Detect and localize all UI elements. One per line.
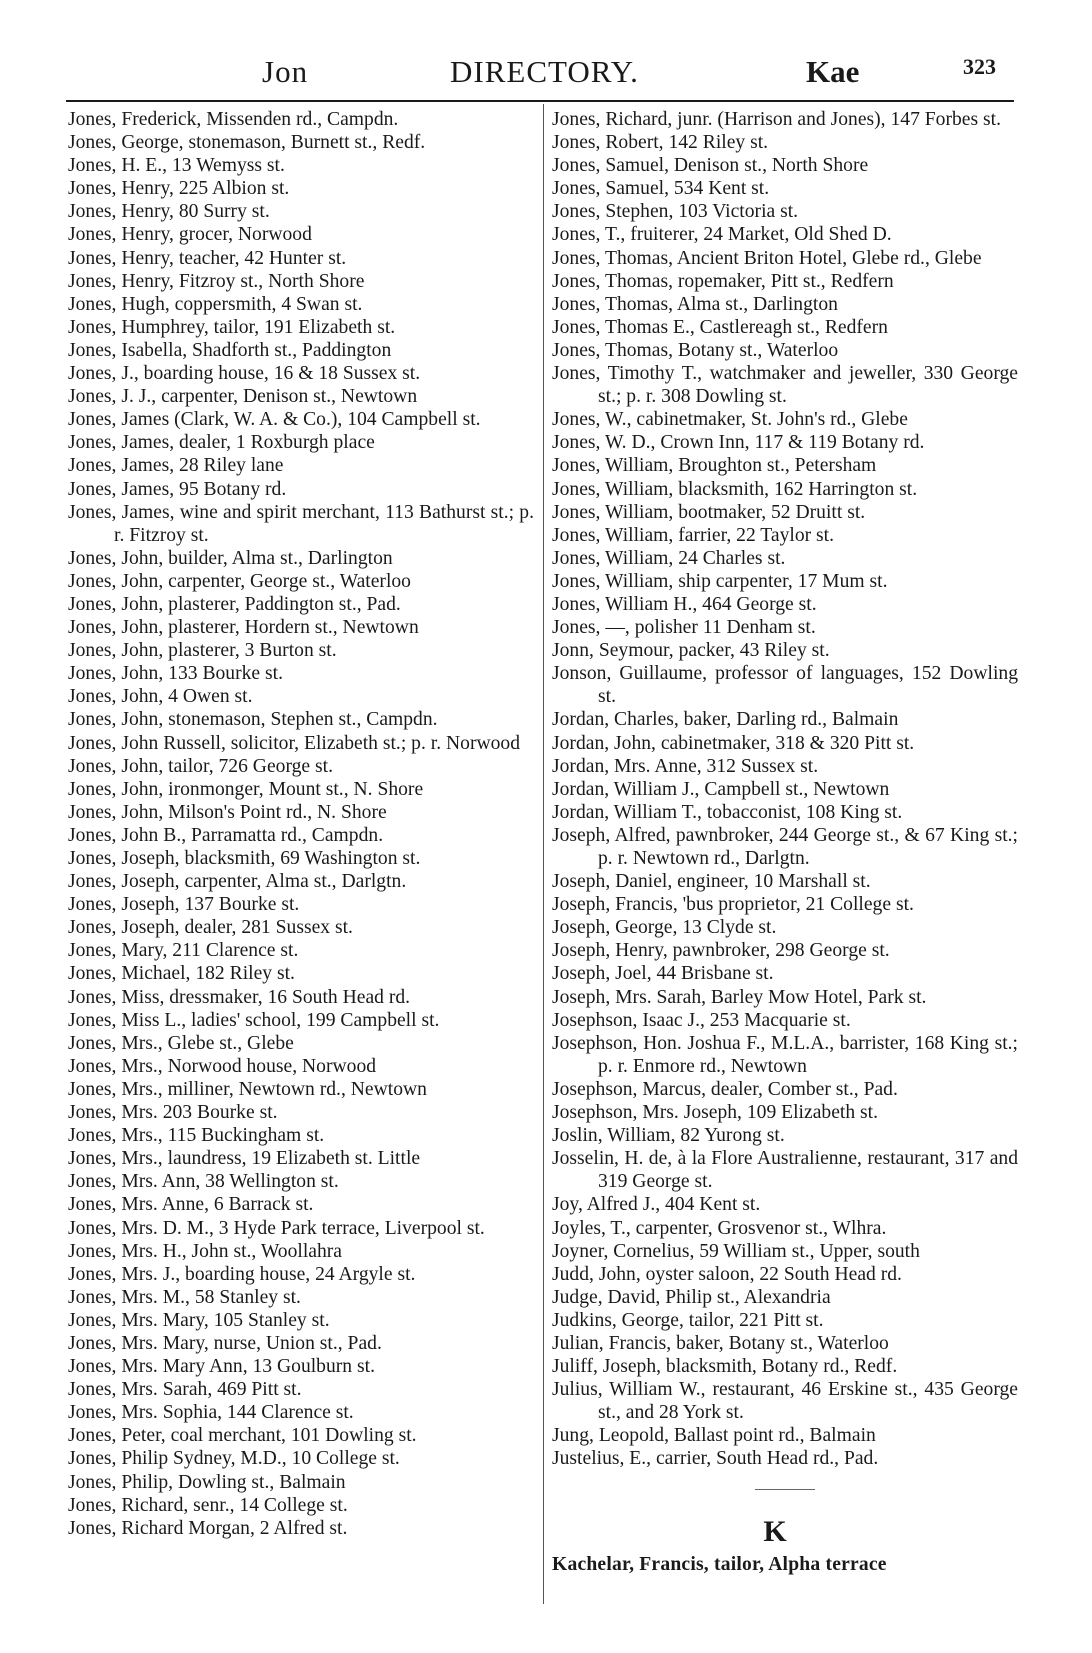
directory-entry: Jones, James, wine and spirit merchant, 113 Bathurst st.; p. r. Fitzroy st.	[68, 501, 534, 546]
directory-entry: Jonn, Seymour, packer, 43 Riley st.	[552, 640, 830, 662]
directory-entry: Jones, Mrs. 203 Bourke st.	[68, 1102, 278, 1124]
directory-entry: Joseph, Alfred, pawnbroker, 244 George st., & 67 King st.; p. r. Newtown rd., Darlgtn.	[552, 824, 1018, 869]
section-rule	[755, 1489, 815, 1490]
directory-entry: Jones, James, 95 Botany rd.	[68, 478, 287, 500]
directory-entry: Jones, Thomas, Ancient Briton Hotel, Glebe rd., Glebe	[552, 247, 982, 269]
directory-entry: Jones, Thomas, ropemaker, Pitt st., Redfern	[552, 270, 894, 292]
k-section-entries	[552, 1553, 1018, 1576]
directory-entry: Jones, John, plasterer, Hordern st., Newtown	[68, 617, 419, 639]
directory-entry: Jones, John, 133 Bourke st.	[68, 663, 283, 685]
page-header	[60, 50, 1020, 100]
directory-entry: Jones, Mrs., Norwood house, Norwood	[68, 1055, 377, 1077]
directory-entry: Jones, William H., 464 George st.	[552, 593, 817, 615]
directory-entry: Jordan, John, cabinetmaker, 318 & 320 Pitt st.	[552, 732, 915, 754]
directory-entry: Jordan, Charles, baker, Darling rd., Balmain	[552, 709, 899, 731]
directory-entry: Julius, William W., restaurant, 46 Erskine st., 435 George st., and 28 York st.	[552, 1379, 1018, 1424]
directory-entry: Jones, Mrs., 115 Buckingham st.	[68, 1125, 325, 1147]
directory-entry: Jones, John, ironmonger, Mount st., N. Shore	[68, 778, 424, 800]
directory-entry: Jones, Humphrey, tailor, 191 Elizabeth st.	[68, 316, 396, 338]
directory-entry: Josselin, H. de, à la Flore Australienne, restaurant, 317 and 319 George st.	[552, 1148, 1018, 1193]
directory-entry: Judd, John, oyster saloon, 22 South Head rd.	[552, 1263, 902, 1285]
directory-entry: Jones, Mrs. Mary, 105 Stanley st.	[68, 1309, 330, 1331]
directory-entry: Jones, John, stonemason, Stephen st., Campdn.	[68, 709, 438, 731]
directory-entry: Jones, Mrs. J., boarding house, 24 Argyle st.	[68, 1263, 416, 1285]
directory-entry: Jones, Henry, teacher, 42 Hunter st.	[68, 247, 347, 269]
directory-entry: Jones, W., cabinetmaker, St. John's rd., Glebe	[552, 409, 908, 431]
directory-entry: Jones, Mrs. D. M., 3 Hyde Park terrace, Liverpool st.	[68, 1217, 485, 1239]
directory-entry: Jones, James (Clark, W. A. & Co.), 104 Campbell st.	[68, 409, 481, 431]
directory-entry: Jones, Mrs. Sarah, 469 Pitt st.	[68, 1379, 302, 1401]
directory-entry: Jones, John, plasterer, Paddington st., Pad.	[68, 593, 401, 615]
directory-entry: Jones, William, 24 Charles st.	[552, 547, 786, 569]
directory-entry: Jones, Thomas E., Castlereagh st., Redfern	[552, 316, 888, 338]
directory-entry: Jones, Peter, coal merchant, 101 Dowling st.	[68, 1425, 417, 1447]
directory-entry: Juliff, Joseph, blacksmith, Botany rd., Redf.	[552, 1356, 898, 1378]
directory-entry: Jones, John, plasterer, 3 Burton st.	[68, 640, 337, 662]
header-right-guide: Kae	[806, 54, 860, 89]
directory-entry: Jones, Miss L., ladies' school, 199 Campbell st.	[68, 1009, 440, 1031]
directory-entry: Jones, Samuel, Denison st., North Shore	[552, 155, 869, 177]
directory-entry: Jones, Hugh, coppersmith, 4 Swan st.	[68, 293, 363, 315]
directory-entry: Jones, Mrs., Glebe st., Glebe	[68, 1032, 294, 1054]
directory-entry: Jones, Joseph, blacksmith, 69 Washington st.	[68, 848, 421, 869]
directory-entry: Jones, John, tailor, 726 George st.	[68, 755, 333, 777]
directory-entry: Joseph, Joel, 44 Brisbane st.	[552, 963, 774, 985]
section-letter: K	[763, 1514, 787, 1548]
directory-entry: Jones, Mrs. Mary Ann, 13 Goulburn st.	[68, 1356, 375, 1378]
directory-entry: Jones, J. J., carpenter, Denison st., Newtown	[68, 386, 418, 408]
directory-entry: Jones, Mrs. M., 58 Stanley st.	[68, 1286, 301, 1308]
directory-entry: Jordan, William J., Campbell st., Newtown	[552, 778, 890, 800]
directory-entry: Jordan, William T., tobacconist, 108 King st.	[552, 801, 903, 823]
directory-entry: Justelius, E., carrier, South Head rd., Pad.	[552, 1448, 879, 1470]
directory-entry: Jones, Henry, Fitzroy st., North Shore	[68, 270, 365, 292]
directory-entry: Jones, William, bootmaker, 52 Druitt st.	[552, 501, 866, 523]
directory-entry: Joseph, Henry, pawnbroker, 298 George st.	[552, 940, 890, 962]
directory-entry: Jones, George, stonemason, Burnett st., Redf.	[68, 132, 426, 154]
directory-entry: Jones, Richard, senr., 14 College st.	[68, 1494, 348, 1516]
directory-entry: Josephson, Isaac J., 253 Macquarie st.	[552, 1009, 851, 1031]
directory-entry: Jones, Frederick, Missenden rd., Campdn.	[68, 109, 399, 130]
directory-entry: Jordan, Mrs. Anne, 312 Sussex st.	[552, 755, 819, 777]
directory-entry: Jones, John, carpenter, George st., Waterloo	[68, 570, 411, 592]
directory-entry: Jones, Stephen, 103 Victoria st.	[552, 201, 799, 223]
directory-entry: Judkins, George, tailor, 221 Pitt st.	[552, 1309, 824, 1331]
directory-entry: Joyner, Cornelius, 59 William st., Upper, south	[552, 1240, 920, 1262]
directory-entry: Jones, Timothy T., watchmaker and jeweller, 330 George st.; p. r. 308 Dowling st.	[552, 363, 1018, 408]
column-divider	[543, 104, 544, 1604]
directory-entry: Jones, John B., Parramatta rd., Campdn.	[68, 824, 384, 846]
directory-entry: Joseph, George, 13 Clyde st.	[552, 917, 777, 939]
directory-entry: Joseph, Daniel, engineer, 10 Marshall st.	[552, 871, 871, 893]
directory-entry: Jones, Joseph, dealer, 281 Sussex st.	[68, 917, 353, 939]
directory-entry: Jones, Henry, 80 Surry st.	[68, 201, 270, 223]
left-column	[68, 108, 534, 1540]
right-column-entries	[552, 108, 1018, 1471]
directory-entry: Jones, Richard, junr. (Harrison and Jones), 147 Forbes st.	[552, 109, 1001, 130]
directory-entry: Josephson, Marcus, dealer, Comber st., Pad.	[552, 1078, 898, 1100]
directory-entry: Kachelar, Francis, tailor, Alpha terrace	[552, 1553, 887, 1575]
directory-entry: Joslin, William, 82 Yurong st.	[552, 1125, 785, 1147]
directory-entry: Jones, John, 4 Owen st.	[68, 686, 253, 708]
directory-entry: Jones, William, farrier, 22 Taylor st.	[552, 524, 835, 546]
directory-entry: Jones, Mrs. Mary, nurse, Union st., Pad.	[68, 1332, 382, 1354]
header-title: DIRECTORY.	[450, 54, 639, 89]
directory-entry: Jones, Mrs. Ann, 38 Wellington st.	[68, 1171, 339, 1193]
directory-entry: Jonson, Guillaume, professor of languages, 152 Dowling st.	[552, 663, 1018, 708]
header-rule	[66, 100, 1014, 102]
directory-entry: Judge, David, Philip st., Alexandria	[552, 1286, 831, 1308]
directory-entry: Jones, James, 28 Riley lane	[68, 455, 284, 477]
directory-entry: Jones, J., boarding house, 16 & 18 Sussex st.	[68, 363, 421, 385]
directory-entry: Jones, Henry, 225 Albion st.	[68, 178, 290, 200]
directory-entry: Jones, Thomas, Botany st., Waterloo	[552, 339, 839, 361]
directory-entry: Jones, William, Broughton st., Petersham	[552, 455, 877, 477]
directory-entry: Jones, Michael, 182 Riley st.	[68, 963, 295, 985]
directory-entry: Jones, Richard Morgan, 2 Alfred st.	[68, 1517, 348, 1539]
directory-entry: Jones, —, polisher 11 Denham st.	[552, 617, 816, 639]
directory-entry: Jones, Isabella, Shadforth st., Paddington	[68, 339, 392, 361]
directory-entry: Jones, William, blacksmith, 162 Harrington st.	[552, 478, 918, 500]
directory-entry: Jones, Thomas, Alma st., Darlington	[552, 293, 838, 315]
directory-entry: Jones, Mrs. Anne, 6 Barrack st.	[68, 1194, 314, 1216]
directory-entry: Jones, W. D., Crown Inn, 117 & 119 Botany rd.	[552, 432, 925, 454]
directory-entry: Josephson, Hon. Joshua F., M.L.A., barrister, 168 King st.; p. r. Enmore rd., Newtown	[552, 1032, 1018, 1077]
directory-entry: Jones, Mrs., milliner, Newtown rd., Newtown	[68, 1078, 427, 1100]
directory-entry: Jones, Philip, Dowling st., Balmain	[68, 1471, 346, 1493]
directory-entry: Jones, John Russell, solicitor, Elizabeth st.; p. r. Norwood	[68, 732, 521, 754]
directory-entry: Joseph, Francis, 'bus proprietor, 21 College st.	[552, 894, 914, 916]
directory-entry: Jones, Mrs. H., John st., Woollahra	[68, 1240, 342, 1262]
directory-entry: Jones, Henry, grocer, Norwood	[68, 224, 312, 246]
directory-entry: Jones, Joseph, 137 Bourke st.	[68, 894, 300, 916]
header-left-guide: Jon	[262, 54, 309, 89]
directory-entry: Jones, Mrs. Sophia, 144 Clarence st.	[68, 1402, 354, 1424]
directory-entry: Jones, T., fruiterer, 24 Market, Old Shed D.	[552, 224, 892, 246]
directory-entry: Jones, Mary, 211 Clarence st.	[68, 940, 299, 962]
right-column	[552, 108, 1018, 1576]
directory-entry: Joseph, Mrs. Sarah, Barley Mow Hotel, Park st.	[552, 986, 927, 1008]
directory-entry: Jung, Leopold, Ballast point rd., Balmain	[552, 1425, 876, 1447]
directory-entry: Jones, Joseph, carpenter, Alma st., Darlgtn.	[68, 871, 407, 893]
directory-entry: Jones, Miss, dressmaker, 16 South Head rd.	[68, 986, 411, 1008]
directory-entry: Joy, Alfred J., 404 Kent st.	[552, 1194, 761, 1216]
directory-entry: Jones, John, Milson's Point rd., N. Shore	[68, 801, 387, 823]
directory-entry: Jones, Samuel, 534 Kent st.	[552, 178, 770, 200]
directory-entry: Jones, H. E., 13 Wemyss st.	[68, 155, 285, 177]
directory-entry: Joyles, T., carpenter, Grosvenor st., Wlhra.	[552, 1217, 887, 1239]
directory-entry: Julian, Francis, baker, Botany st., Waterloo	[552, 1332, 889, 1354]
directory-entry: Jones, John, builder, Alma st., Darlington	[68, 547, 393, 569]
directory-entry: Jones, William, ship carpenter, 17 Mum st.	[552, 570, 888, 592]
directory-entry: Jones, Philip Sydney, M.D., 10 College st.	[68, 1448, 400, 1470]
directory-entry: Josephson, Mrs. Joseph, 109 Elizabeth st.	[552, 1102, 878, 1124]
directory-entry: Jones, James, dealer, 1 Roxburgh place	[68, 432, 375, 454]
directory-entry: Jones, Robert, 142 Riley st.	[552, 132, 769, 154]
directory-entry: Jones, Mrs., laundress, 19 Elizabeth st. Little	[68, 1148, 421, 1170]
page-number: 323	[963, 54, 996, 79]
